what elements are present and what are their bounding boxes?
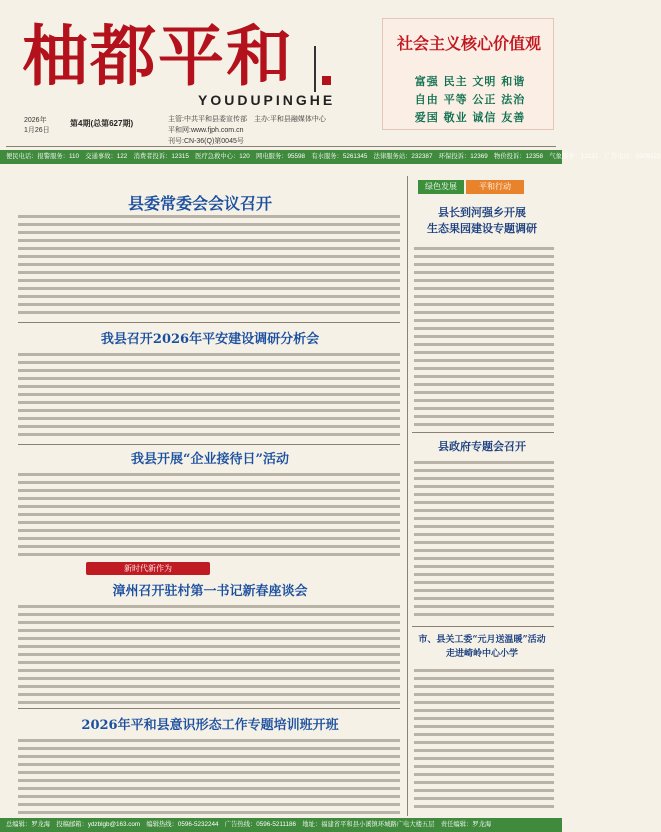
newspaper-title: 柚都平和 <box>22 17 294 95</box>
calligraphy-signature <box>314 46 336 92</box>
core-values-title: 社会主义核心价值观 <box>396 34 541 53</box>
section-banner: 新时代新作为 <box>86 562 210 575</box>
divider <box>412 432 554 433</box>
core-values-row-3: 爱国 敬业 诚信 友善 <box>414 111 526 124</box>
website-info: 平和网:www.fjph.com.cn <box>168 127 244 134</box>
divider <box>18 708 400 709</box>
service-phone-bar: 便民电话：报警服务：110 交通事故：122 消费者投诉：12315 医疗急救中心：120 网电服务：95598 有水服务：5261345 法律服务站：232387 环保投诉：12369 物价投诉：12358 气象服务：12121 广告电话：5209123 <box>0 150 562 164</box>
article-4-body <box>18 600 400 704</box>
sponsor-info: 主管:中共平和县委宣传部 主办:平和县融媒体中心 <box>168 116 326 123</box>
masthead <box>0 0 562 146</box>
article-1-title: 县委常委会会议召开 <box>127 194 272 213</box>
section-label-part-1: 绿色发展 <box>418 180 464 194</box>
newspaper-pinyin: YOUDUPINGHE <box>198 92 336 108</box>
column-divider <box>407 176 408 816</box>
article-8-title: 市、县关工委“元月送温暖”活动 <box>418 635 546 645</box>
article-5-title: 2026年平和县意识形态工作专题培训班开班 <box>81 718 339 733</box>
article-2-body <box>18 348 400 440</box>
article-1-body <box>18 210 400 318</box>
article-6-subtitle: 生态果园建设专题调研 <box>427 222 537 235</box>
divider <box>18 322 400 323</box>
core-values-row-1: 富强 民主 文明 和谐 <box>414 75 526 88</box>
cn-number: 刊号:CN-36(Q)第0045号 <box>168 138 244 145</box>
article-2-title: 我县召开2026年平安建设调研分析会 <box>100 332 320 347</box>
article-5-body <box>18 734 400 814</box>
article-8-subtitle: 走进崎岭中心小学 <box>445 649 518 659</box>
section-label-part-2: 平和行动 <box>466 180 524 194</box>
core-values-row-2: 自由 平等 公正 法治 <box>414 93 526 106</box>
issue-number: 第4期(总第627期) <box>70 119 134 128</box>
section-label <box>418 180 528 194</box>
divider <box>412 626 554 627</box>
article-3-title: 我县开展“企业接待日”活动 <box>131 452 289 467</box>
article-6-title: 县长到河强乡开展 <box>438 206 526 219</box>
article-3-body <box>18 468 400 556</box>
article-7-title: 县政府专题会召开 <box>438 440 526 453</box>
article-7-body <box>414 456 554 622</box>
article-6-body <box>414 242 554 432</box>
core-values-panel <box>382 18 554 130</box>
footer-bar: 总编辑：罗龙海 投稿邮箱：ydzblgb@163.com 编辑热线：0596-5232244 广告热线：0596-5211186 地址：福建省平和县小溪镇环城路广电大楼五层 责任编辑：罗龙海 <box>0 818 562 832</box>
divider <box>18 444 400 445</box>
article-4-title: 漳州召开驻村第一书记新春座谈会 <box>112 584 308 599</box>
issue-date: 2026年 1月26日 <box>24 117 50 134</box>
masthead-divider <box>6 146 556 147</box>
red-seal-stamp <box>322 76 331 85</box>
article-8-body <box>414 664 554 814</box>
